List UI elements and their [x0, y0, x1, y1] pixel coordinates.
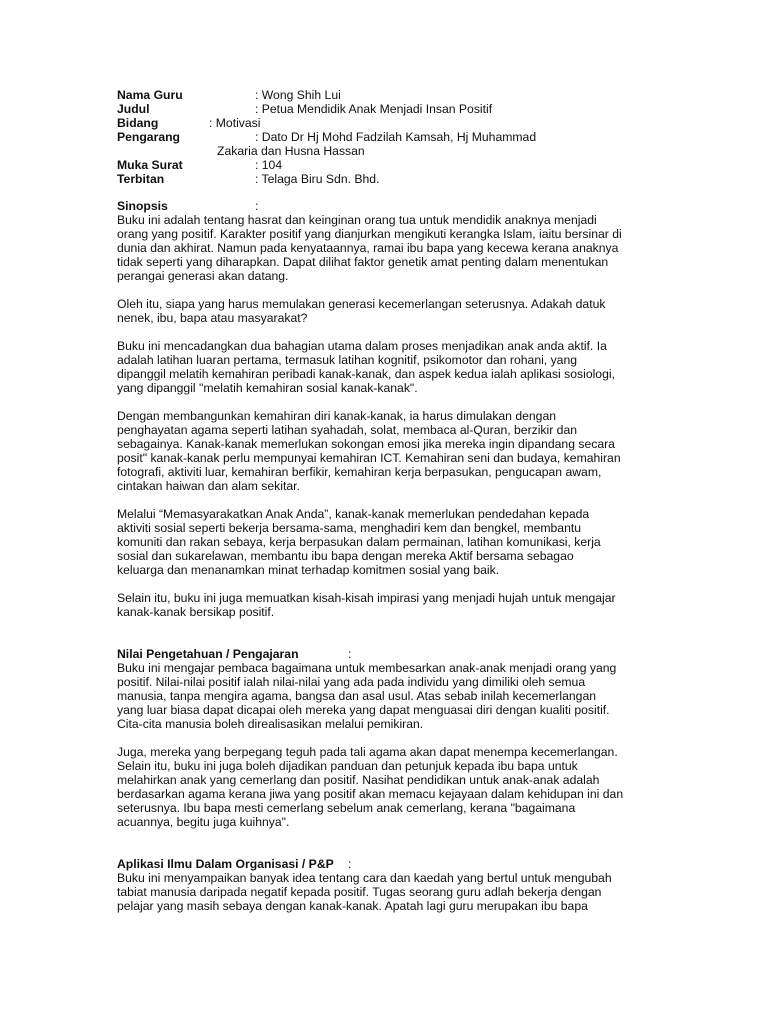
text-line: Cita-cita manusia boleh direalisasikan melalui pemikiran.	[117, 717, 424, 731]
paragraph	[117, 871, 677, 913]
heading-text: Sinopsis	[117, 199, 168, 213]
text-line: Buku ini adalah tentang hasrat dan keinginan orang tua untuk mendidik anaknya menjadi	[117, 213, 597, 227]
paragraph	[117, 745, 677, 829]
text-line: Dengan membangunkan kemahiran diri kanak-kanak, ia harus dimulakan dengan	[117, 409, 557, 423]
text-line: nenek, ibu, bapa atau masyarakat?	[117, 311, 308, 325]
text-line: berdasarkan agama kerana jiwa yang positif akan memacu kejayaan dalam kehidupan ini dan	[117, 787, 624, 801]
text-line: sebagainya. Kanak-kanak memerlukan sokongan emosi jika mereka ingin dipandang secara	[117, 437, 615, 451]
text-line: dunia dan akhirat. Namun pada kenyataannya, ramai ibu bapa yang kecewa kerana anaknya	[117, 241, 619, 255]
meta-value: : 104	[255, 158, 283, 172]
meta-label: Judul	[117, 102, 150, 116]
text-line: komuniti dan rakan sebaya, kerja berpasukan dalam permainan, latihan komunikasi, kerja	[117, 535, 601, 549]
text-line: sosial dan sukarelawan, membantu ibu bapa dengan mereka Aktif bersama sebagao	[117, 549, 574, 563]
section-heading-sinopsis	[117, 199, 259, 213]
heading-text: Aplikasi Ilmu Dalam Organisasi / P&P	[117, 857, 334, 871]
text-line: Buku ini mencadangkan dua bahagian utama dalam proses menjadikan anak anda aktif. Ia	[117, 339, 607, 353]
section-heading-aplikasi	[117, 857, 352, 871]
text-line: Oleh itu, siapa yang harus memulakan generasi kecemerlangan seterusnya. Adakah datuk	[117, 297, 606, 311]
text-line: fotografi, aktiviti luar, kemahiran berfikir, kemahiran kerja berpasukan, pengucapan awam,	[117, 465, 602, 479]
meta-value: : Dato Dr Hj Mohd Fadzilah Kamsah, Hj Muhammad	[255, 130, 537, 144]
text-line: Buku ini menyampaikan banyak idea tentang cara dan kaedah yang bertul untuk mengubah	[117, 871, 612, 885]
meta-label: Terbitan	[117, 172, 165, 186]
text-line: yang luar biasa dapat dicapai oleh mereka yang dapat menguasai diri dengan kualiti positif.	[117, 703, 610, 717]
text-line: posit" kanak-kanak perlu mempunyai kemahiran ICT. Kemahiran seni dan budaya, kemahiran	[117, 451, 621, 465]
text-line: acuannya, begitu juga kuihnya".	[117, 815, 290, 829]
text-line: melahirkan anak yang cemerlang dan positif. Nasihat pendidikan untuk anak-anak adalah	[117, 773, 600, 787]
text-line: adalah latihan luaran pertama, termasuk latihan kognitif, psikomotor dan rohani, yang	[117, 353, 578, 367]
text-line: Melalui “Memasyarakatkan Anak Anda”, kanak-kanak memerlukan pendedahan kepada	[117, 507, 590, 521]
meta-label: Nama Guru	[117, 88, 183, 102]
text-line: seterusnya. Ibu bapa mesti cemerlang sebelum anak cemerlang, kerana "bagaimana	[117, 801, 576, 815]
text-line: Selain itu, buku ini juga boleh dijadikan panduan dan petunjuk kepada ibu bapa untuk	[117, 759, 578, 773]
text-line: cintakan haiwan dan alam sekitar.	[117, 479, 300, 493]
paragraph	[117, 297, 677, 325]
heading-colon: :	[348, 857, 352, 871]
heading-colon: :	[255, 199, 259, 213]
heading-colon: :	[348, 647, 352, 661]
text-line: yang dipanggil "melatih kemahiran sosial kanak-kanak".	[117, 381, 418, 395]
text-line: positif. Nilai-nilai positif ialah nilai-nilai yang ada pada individu yang dimiliki oleh semua	[117, 675, 586, 689]
text-line: perangai generasi akan datang.	[117, 269, 289, 283]
text-line: orang yang positif. Karakter positif yang dianjurkan mengikuti kerangka Islam, iaitu bersinar di	[117, 227, 622, 241]
meta-label: Muka Surat	[117, 158, 183, 172]
heading-text: Nilai Pengetahuan / Pengajaran	[117, 647, 299, 661]
meta-value: : Petua Mendidik Anak Menjadi Insan Positif	[255, 102, 493, 116]
meta-value: : Wong Shih Lui	[255, 88, 341, 102]
paragraph	[117, 507, 677, 577]
meta-label: Bidang	[117, 116, 159, 130]
text-line: Buku ini mengajar pembaca bagaimana untuk membesarkan anak-anak menjadi orang yang	[117, 661, 617, 675]
text-line: keluarga dan menanamkan minat terhadap komitmen sosial yang baik.	[117, 563, 500, 577]
paragraph	[117, 591, 677, 619]
meta-value: Zakaria dan Husna Hassan	[217, 144, 365, 158]
meta-value: : Telaga Biru Sdn. Bhd.	[255, 172, 380, 186]
text-line: Selain itu, buku ini juga memuatkan kisah-kisah impirasi yang menjadi hujah untuk mengajar	[117, 591, 616, 605]
paragraph	[117, 339, 677, 395]
text-line: Juga, mereka yang berpegang teguh pada tali agama akan dapat menempa kecemerlangan.	[117, 745, 618, 759]
meta-value: : Motivasi	[209, 116, 261, 130]
meta-label: Pengarang	[117, 130, 180, 144]
paragraph	[117, 661, 677, 731]
paragraph	[117, 213, 677, 283]
text-line: aktiviti sosial seperti bekerja bersama-sama, menghadiri kem dan bengkel, membantu	[117, 521, 582, 535]
section-heading-nilai	[117, 647, 352, 661]
text-line: kanak-kanak bersikap positif.	[117, 605, 275, 619]
text-line: pelajar yang masih sebaya dengan kanak-kanak. Apatah lagi guru merupakan ibu bapa	[117, 899, 588, 913]
text-line: tidak seperti yang diharapkan. Dapat dilihat faktor genetik amat penting dalam menentukan	[117, 255, 609, 269]
text-line: dipanggil melatih kemahiran peribadi kanak-kanak, dan aspek kedua ialah aplikasi sosiologi,	[117, 367, 615, 381]
text-line: tabiat manusia daripada negatif kepada positif. Tugas seorang guru adlah bekerja dengan	[117, 885, 602, 899]
text-line: manusia, tanpa mengira agama, bangsa dan asal usul. Atas sebab inilah kecemerlangan	[117, 689, 597, 703]
paragraph	[117, 409, 677, 493]
text-line: penghayatan agama seperti latihan syahadah, solat, membaca al-Quran, berzikir dan	[117, 423, 578, 437]
